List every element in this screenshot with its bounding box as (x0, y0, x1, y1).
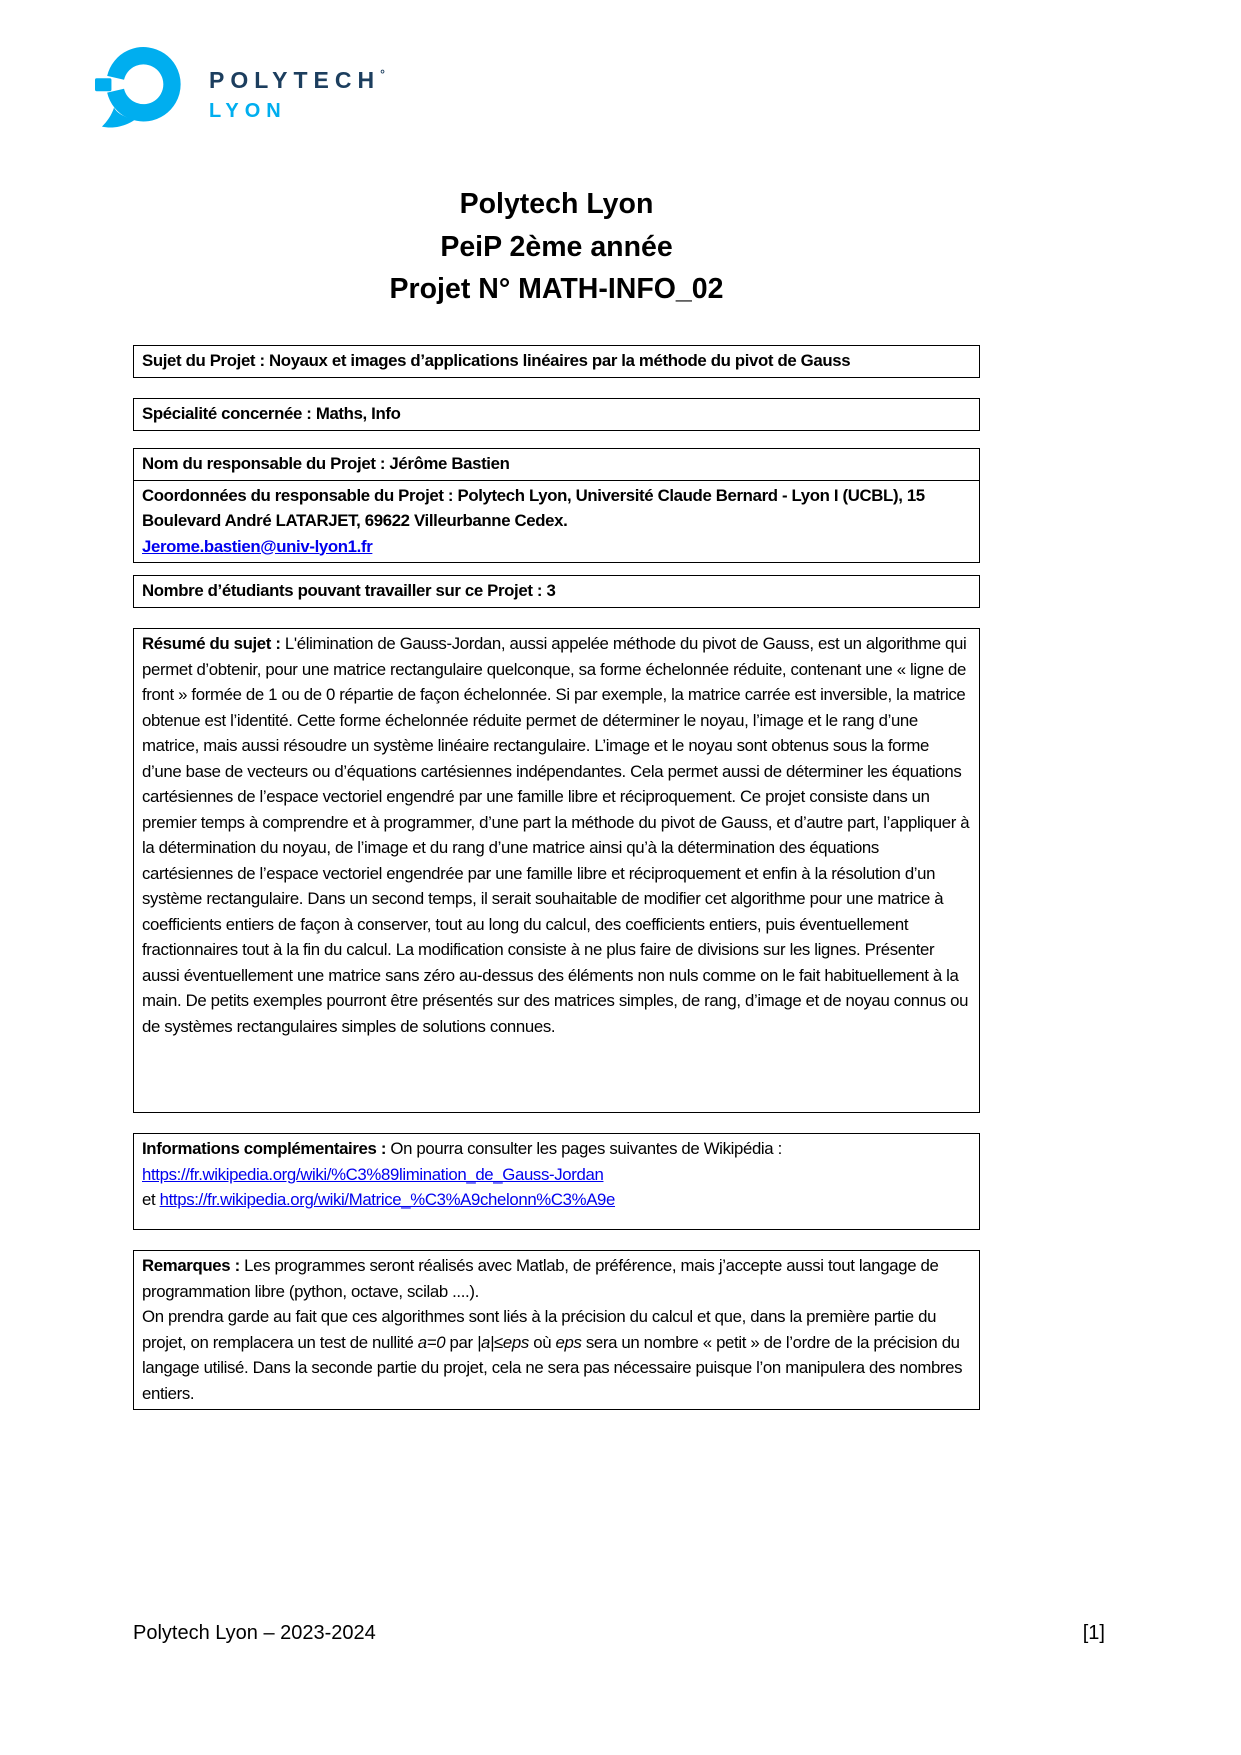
supervisor-contact-row (134, 481, 979, 563)
email-link[interactable]: Jerome.bastien@univ-lyon1.fr (142, 536, 373, 556)
title-line-1: Polytech Lyon (459, 188, 654, 220)
remarks-text: Les programmes seront réalisés avec Matlab, de préférence, mais j’accepte aussi tout langage de programmation libre (python, octave, scilab ....). On prendra garde au fait que ces algorithmes sont liés à la précision du calcul et que, dans la première partie du projet, on remplacera un test de nullité a=0 par |a|≤eps où eps sera un nombre « petit » de l’ordre de la précision du langage utilisé. Dans la seconde partie du projet, cela ne sera pas nécessaire puisque l’on manipulera des nombres entiers. (142, 1256, 963, 1403)
additional-info-intro: On pourra consulter les pages suivantes de Wikipédia : (390, 1139, 782, 1158)
summary-text: L'élimination de Gauss-Jordan, aussi appelée méthode du pivot de Gauss, est un algorithme qui permet d’obtenir, pour une matrice rectangulaire quelconque, sa forme échelonnée réduite, contenant une « ligne de front » formée de 1 ou de 0 répartie de façon échelonnée. Si par exemple, la matrice carrée est inversible, la matrice obtenue est l’identité. Cette forme échelonnée réduite permet de déterminer le noyau, l’image et le rang d’une matrice, mais aussi résoudre un système linéaire rectangulaire. L’image et le noyau sont obtenus sous la forme d’une base de vecteurs ou d’équations cartésiennes indépendantes. Cela permet aussi de déterminer les équations cartésiennes de l’espace vectoriel engendré par une famille libre et réciproquement. Ce projet consiste dans un premier temps à comprendre et à programmer, d’une part la méthode du pivot de Gauss, et d’autre part, l’appliquer à la détermination du noyau, de l’image et du rang d’une matrice ainsi qu’à la détermination des équations cartésiennes de l’espace vectoriel engendrée par une famille libre et réciproquement et enfin à la résolution d’un système rectangulaire. Dans un second temps, il serait souhaitable de modifier cet algorithme pour une matrice à coefficients entiers de façon à conserver, tout au long du calcul, des coefficients entiers, puis éventuellement fractionnaires tout à la fin du calcul. La modification consiste à ne plus faire de divisions sur les lignes. Présenter aussi éventuellement une matrice sans zéro au-dessus des éléments non nuls comme on le fait habituellement à la main. De petits exemples pourront être présentés sur des matrices simples, de rang, d’image et de noyau connus ou de systèmes rectangulaires simples de solutions connues. (142, 634, 970, 1036)
page-number: [1] (1082, 1622, 1105, 1644)
logo-brand-word: POLYTECH (209, 67, 381, 93)
supervisor-name-text: Nom du responsable du Projet : Jérôme Bastien (142, 454, 510, 473)
supervisor-name-row (134, 449, 979, 481)
logo-text-block (209, 62, 385, 121)
logo-city-text: LYON (209, 100, 287, 122)
footer-left-text: Polytech Lyon – 2023-2024 (133, 1622, 376, 1644)
supervisor-box (133, 448, 980, 563)
speciality-text: Spécialité concernée : Maths, Info (142, 404, 401, 423)
summary-label: Résumé du sujet : (142, 634, 281, 653)
title-line-3: Projet N° MATH-INFO_02 (389, 273, 724, 305)
subject-box (133, 345, 980, 378)
subject-text: Sujet du Projet : Noyaux et images d’applications linéaires par la méthode du pivot de Gauss (142, 351, 851, 370)
wikipedia-link-1[interactable]: https://fr.wikipedia.org/wiki/%C3%89limination_de_Gauss-Jordan (142, 1164, 604, 1184)
supervisor-contact-text: Coordonnées du responsable du Projet : Polytech Lyon, Université Claude Bernard - Lyon I (UCBL), 15 Boulevard André LATARJET, 69622 Villeurbanne Cedex. (142, 485, 925, 530)
polytech-swirl-icon (95, 40, 185, 132)
wikipedia-link-2[interactable]: https://fr.wikipedia.org/wiki/Matrice_%C3%A9chelonn%C3%A9e (159, 1190, 616, 1209)
additional-info-prefix: et (142, 1190, 160, 1209)
remarks-label: Remarques : (142, 1256, 240, 1275)
remarks-box (133, 1250, 980, 1410)
summary-box (133, 628, 980, 1113)
student-count-box (133, 575, 980, 608)
page-footer (133, 1620, 1105, 1646)
additional-info-label: Informations complémentaires : (142, 1139, 387, 1158)
polytech-logo (95, 40, 385, 132)
student-count-text: Nombre d’étudiants pouvant travailler sur ce Projet : 3 (142, 581, 556, 600)
logo-registered-mark: ° (380, 67, 385, 81)
page-title (133, 183, 980, 311)
title-line-2: PeiP 2ème année (440, 230, 673, 263)
additional-info-box (133, 1133, 980, 1230)
speciality-box (133, 398, 980, 431)
logo-brand-text (209, 62, 385, 92)
